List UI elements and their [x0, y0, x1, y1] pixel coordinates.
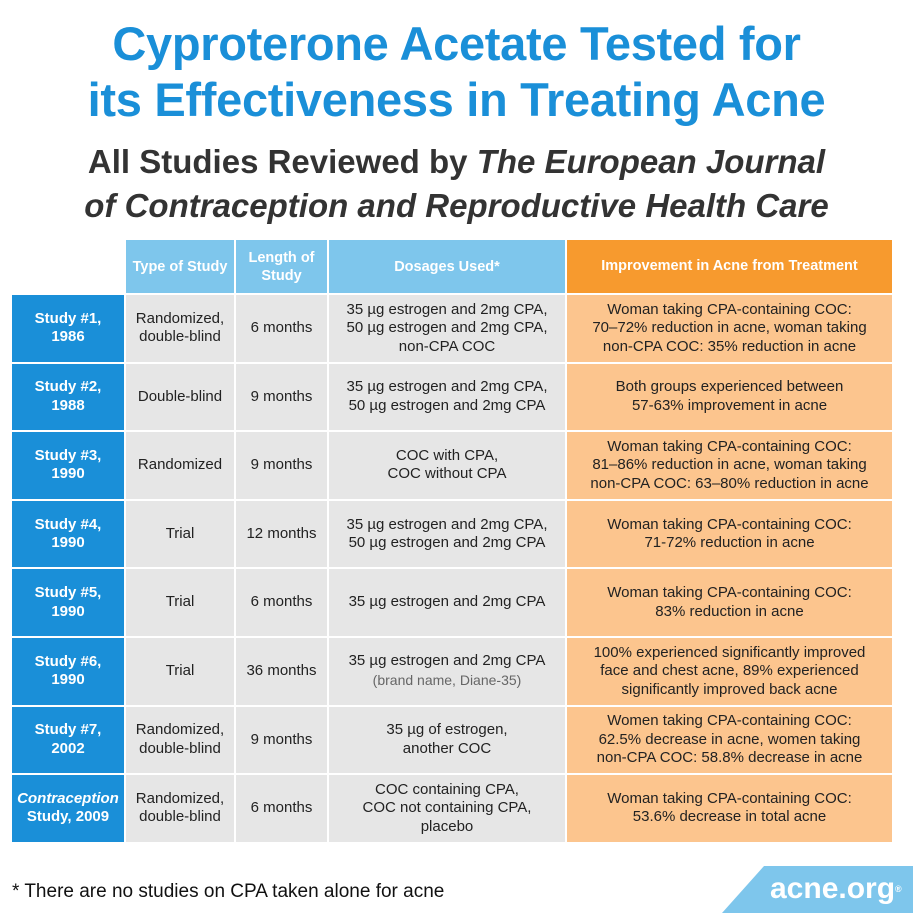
improvement-cell-line: 81–86% reduction in acne, woman taking — [592, 456, 867, 474]
improvement-cell-text — [607, 584, 852, 621]
study-label-cell-line: Study #1, — [34, 309, 102, 327]
study-label-cell — [12, 295, 126, 364]
study-label-cell-line: Study, 2009 — [26, 808, 110, 826]
improvement-cell — [567, 432, 894, 501]
dosage-cell-text — [347, 516, 548, 553]
study-journal-name: Contraception — [17, 789, 119, 807]
improvement-cell — [567, 707, 894, 776]
study-label-cell — [12, 569, 126, 638]
study-label-cell-line: 1990 — [51, 671, 85, 689]
length-cell: 36 months — [236, 638, 329, 707]
study-label-cell-text — [35, 310, 102, 347]
type-cell-text — [166, 662, 195, 681]
type-cell-text — [136, 310, 224, 347]
type-cell — [126, 569, 236, 638]
study-label-cell — [12, 775, 126, 844]
subtitle-journal-part-2: of Contraception and Reproductive Health Care — [84, 187, 829, 224]
dosage-cell-line: 50 µg estrogen and 2mg CPA — [348, 396, 546, 414]
study-label-cell-line: 1988 — [51, 396, 85, 414]
improvement-cell-text — [616, 378, 844, 415]
improvement-cell-line: non-CPA COC: 35% reduction in acne — [602, 337, 857, 355]
length-cell: 9 months — [236, 432, 329, 501]
improvement-cell-line: face and chest acne, 89% experienced — [600, 662, 859, 680]
dosage-cell — [329, 638, 567, 707]
improvement-cell-line: 100% experienced significantly improved — [593, 643, 866, 661]
improvement-cell-text — [607, 516, 852, 553]
type-cell — [126, 707, 236, 776]
page-subtitle — [0, 140, 913, 228]
length-cell: 6 months — [236, 295, 329, 364]
improvement-cell — [567, 501, 894, 570]
study-label-cell-line: 2002 — [51, 739, 85, 757]
type-cell-line: double-blind — [139, 739, 221, 757]
type-cell-line: double-blind — [139, 328, 221, 346]
improvement-cell-line: Woman taking CPA-containing COC: — [607, 789, 852, 807]
dosage-cell-line: COC with CPA, — [395, 446, 499, 464]
type-cell-text — [136, 721, 224, 758]
type-cell-text — [166, 593, 195, 612]
study-label-cell-line: 1990 — [51, 534, 85, 552]
page-title — [0, 16, 913, 128]
logo-text: acne.org — [770, 872, 896, 905]
dosage-cell-line: 35 µg estrogen and 2mg CPA, — [346, 300, 548, 318]
dosage-cell-text — [349, 593, 546, 612]
improvement-cell-line: Woman taking CPA-containing COC: — [607, 584, 852, 602]
improvement-cell-text — [607, 790, 852, 827]
study-label-cell — [12, 501, 126, 570]
type-cell-line: Double-blind — [137, 387, 223, 405]
dosage-cell-line: COC not containing CPA, — [362, 799, 532, 817]
study-label-cell-line: 1986 — [51, 328, 85, 346]
study-label-cell-text — [35, 378, 102, 415]
dosage-cell-line: placebo — [420, 817, 474, 835]
improvement-cell-line: 62.5% decrease in acne, women taking — [598, 730, 861, 748]
study-label-cell-line: 1990 — [51, 602, 85, 620]
improvement-cell-text — [597, 712, 863, 768]
improvement-cell — [567, 569, 894, 638]
improvement-cell — [567, 638, 894, 707]
improvement-cell-line: Woman taking CPA-containing COC: — [607, 437, 852, 455]
dosage-cell-text — [388, 447, 507, 484]
type-cell — [126, 638, 236, 707]
subtitle-journal-part-1: The European Journal — [476, 143, 826, 180]
type-cell-line: Randomized, — [135, 721, 225, 739]
study-label-cell-line: Study #5, — [34, 584, 102, 602]
study-label-cell-line: Study #7, — [34, 721, 102, 739]
dosage-cell-line: 35 µg estrogen and 2mg CPA, — [346, 378, 548, 396]
dosage-cell — [329, 501, 567, 570]
header-improvement: Improvement in Acne from Treatment — [567, 240, 894, 295]
type-cell-line: Trial — [165, 524, 195, 542]
dosage-cell-line: 35 µg estrogen and 2mg CPA, — [346, 515, 548, 533]
type-cell-line: double-blind — [139, 808, 221, 826]
study-label-cell-text — [35, 584, 102, 621]
header-length-of-study: Length of Study — [236, 240, 329, 295]
dosage-cell-line: COC containing CPA, — [375, 780, 519, 798]
header-blank-cell — [12, 240, 126, 295]
type-cell-line: Randomized, — [135, 789, 225, 807]
improvement-cell-line: 70–72% reduction in acne, woman taking — [592, 319, 867, 337]
dosage-cell-line: 35 µg of estrogen, — [386, 721, 508, 739]
improvement-cell-text — [590, 438, 868, 494]
dosage-cell-line: non-CPA COC — [398, 337, 496, 355]
type-cell — [126, 501, 236, 570]
study-label-cell-line: Study #3, — [34, 446, 102, 464]
dosage-note: (brand name, Diane-35) — [372, 671, 522, 688]
study-label-cell-text — [35, 447, 102, 484]
type-cell-line: Trial — [165, 662, 195, 680]
improvement-cell-line: Woman taking CPA-containing COC: — [607, 515, 852, 533]
type-cell-text — [138, 388, 222, 407]
study-label-cell-text — [35, 721, 102, 758]
type-cell — [126, 775, 236, 844]
type-cell-text — [166, 525, 195, 544]
improvement-cell-line: Woman taking CPA-containing COC: — [607, 300, 852, 318]
improvement-cell — [567, 364, 894, 433]
type-cell-text — [138, 456, 222, 475]
dosage-cell — [329, 364, 567, 433]
study-label-cell-line: Study #2, — [34, 378, 102, 396]
dosage-cell — [329, 707, 567, 776]
dosage-cell — [329, 775, 567, 844]
registered-mark: ® — [895, 884, 902, 894]
header-type-of-study: Type of Study — [126, 240, 236, 295]
dosage-cell-text — [363, 781, 532, 837]
study-label-cell-text — [35, 516, 102, 553]
title-line-2: its Effectiveness in Treating Acne — [87, 73, 826, 126]
study-label-cell-line: Study #6, — [34, 652, 102, 670]
improvement-cell-line: 57-63% improvement in acne — [631, 396, 828, 414]
improvement-cell-line: 71-72% reduction in acne — [644, 534, 815, 552]
type-cell-line: Randomized — [137, 456, 223, 474]
subtitle-plain: All Studies Reviewed by — [87, 143, 477, 180]
study-label-cell-text — [35, 653, 102, 690]
dosage-cell-line: 50 µg estrogen and 2mg CPA — [348, 534, 546, 552]
improvement-cell-line: non-CPA COC: 58.8% decrease in acne — [596, 749, 863, 767]
dosage-cell-line: COC without CPA — [387, 465, 507, 483]
header-dosages-used: Dosages Used* — [329, 240, 567, 295]
improvement-cell-line: Both groups experienced between — [615, 378, 844, 396]
dosage-cell-text — [347, 378, 548, 415]
improvement-cell-line: 53.6% decrease in total acne — [632, 808, 827, 826]
dosage-cell — [329, 569, 567, 638]
dosage-cell-line: 50 µg estrogen and 2mg CPA, — [346, 319, 548, 337]
length-cell: 6 months — [236, 775, 329, 844]
footnote: * There are no studies on CPA taken alone for acne — [12, 881, 445, 902]
type-cell — [126, 364, 236, 433]
improvement-cell-line: significantly improved back acne — [621, 680, 838, 698]
length-cell: 9 months — [236, 364, 329, 433]
study-label-cell — [12, 364, 126, 433]
dosage-cell-text — [347, 301, 548, 357]
type-cell-text — [136, 790, 224, 827]
length-cell: 6 months — [236, 569, 329, 638]
study-label-cell — [12, 707, 126, 776]
dosage-cell — [329, 295, 567, 364]
type-cell — [126, 432, 236, 501]
dosage-cell-text — [386, 721, 507, 758]
improvement-cell-line: non-CPA COC: 63–80% reduction in acne — [590, 474, 869, 492]
dosage-cell-text — [349, 652, 546, 690]
improvement-cell — [567, 775, 894, 844]
dosage-cell-line: 35 µg estrogen and 2mg CPA — [348, 593, 546, 611]
studies-table — [12, 240, 894, 844]
study-label-cell-line: Study #4, — [34, 515, 102, 533]
title-line-1: Cyproterone Acetate Tested for — [112, 17, 801, 70]
improvement-cell-line: 83% reduction in acne — [655, 602, 804, 620]
dosage-cell-line: 35 µg estrogen and 2mg CPA — [348, 652, 546, 670]
length-cell: 12 months — [236, 501, 329, 570]
improvement-cell-text — [594, 644, 866, 700]
study-label-cell — [12, 638, 126, 707]
subtitle-line-1 — [0, 140, 913, 184]
study-label-cell — [12, 432, 126, 501]
improvement-cell-line: Women taking CPA-containing COC: — [607, 712, 852, 730]
improvement-cell-text — [592, 301, 866, 357]
improvement-cell — [567, 295, 894, 364]
dosage-cell — [329, 432, 567, 501]
type-cell-line: Trial — [165, 593, 195, 611]
study-label-cell-line: 1990 — [51, 465, 85, 483]
dosage-cell-line: another COC — [402, 739, 492, 757]
subtitle-line-2 — [0, 184, 913, 228]
length-cell: 9 months — [236, 707, 329, 776]
acne-org-logo — [770, 870, 910, 908]
type-cell — [126, 295, 236, 364]
type-cell-line: Randomized, — [135, 309, 225, 327]
study-label-cell-text — [17, 790, 119, 827]
